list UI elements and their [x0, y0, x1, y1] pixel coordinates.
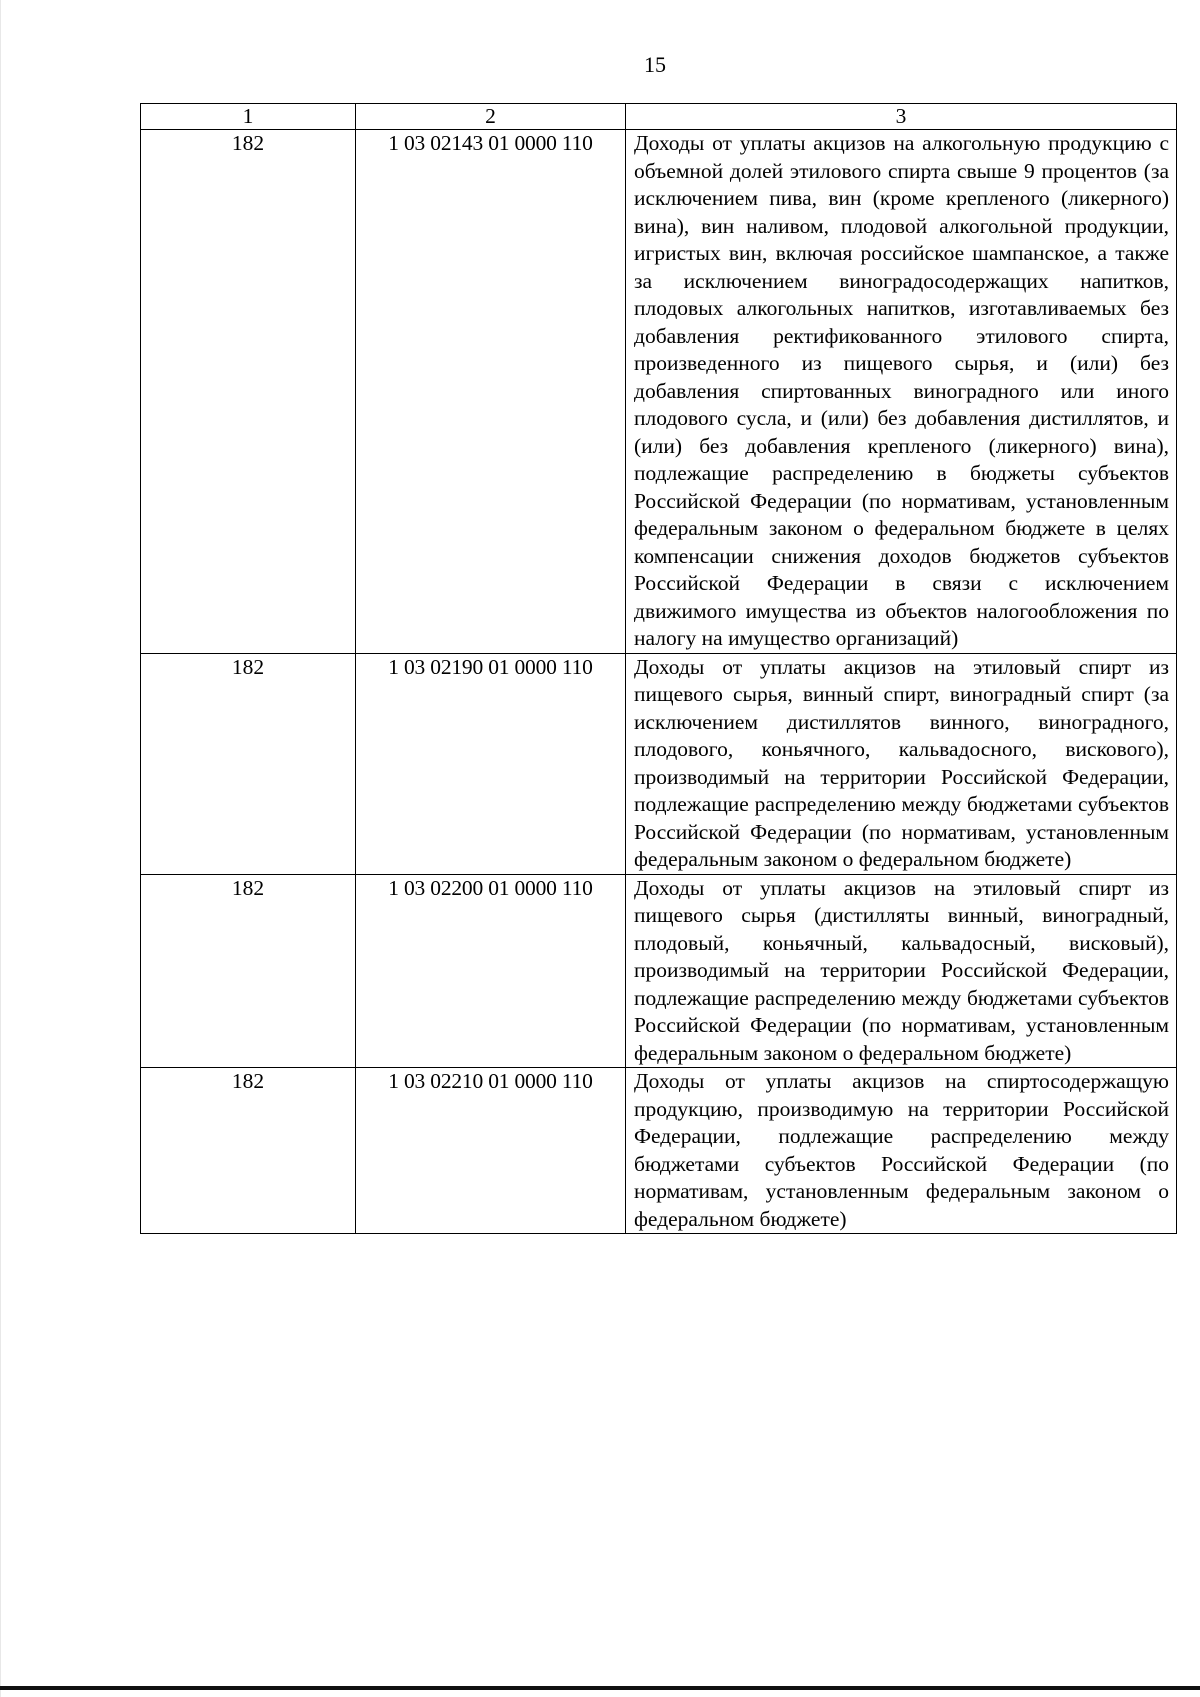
- page-number: 15: [644, 52, 666, 77]
- admin-code-cell: 182: [141, 130, 356, 654]
- table-row: [141, 1068, 1177, 1234]
- column-header-2: 2: [356, 104, 626, 130]
- description-cell: Доходы от уплаты акцизов на алкогольную продукцию с объемной долей этилового спирта свыше 9 процентов (за исключением пива, вин (кроме крепленого (ликерного) вина), вин наливом, плодовой алкогольной продукции, игристых вин, включая российское шампанское, а также за исключением виноградосодержащих напитков, плодовых алкогольных напитков, изготавливаемых без добавления ректификованного этилового спирта, произведенного из пищевого сырья, и (или) без добавления спиртованных виноградного или иного плодового сусла, и (или) без добавления дистиллятов, и (или) без добавления крепленого (ликерного) вина), подлежащие распределению в бюджеты субъектов Российской Федерации (по нормативам, установленным федеральным законом о федеральном бюджете в целях компенсации снижения доходов бюджетов субъектов Российской Федерации в связи с исключением движимого имущества из объектов налогообложения по налогу на имущество организаций): [626, 130, 1177, 654]
- table-row: [141, 874, 1177, 1068]
- admin-code-cell: 182: [141, 653, 356, 874]
- budget-code-cell: 1 03 02143 01 0000 110: [356, 130, 626, 654]
- description-cell: Доходы от уплаты акцизов на спиртосодержащую продукцию, производимую на территории Российской Федерации, подлежащие распределению между бюджетами субъектов Российской Федерации (по нормативам, установленным федеральным законом о федеральном бюджете): [626, 1068, 1177, 1234]
- table-row: [141, 653, 1177, 874]
- budget-code-cell: 1 03 02210 01 0000 110: [356, 1068, 626, 1234]
- description-cell: Доходы от уплаты акцизов на этиловый спирт из пищевого сырья (дистилляты винный, виноградный, плодовый, коньячный, кальвадосный, висковый), производимый на территории Российской Федерации, подлежащие распределению между бюджетами субъектов Российской Федерации (по нормативам, установленным федеральным законом о федеральном бюджете): [626, 874, 1177, 1068]
- budget-code-cell: 1 03 02200 01 0000 110: [356, 874, 626, 1068]
- budget-code-cell: 1 03 02190 01 0000 110: [356, 653, 626, 874]
- column-header-3: 3: [626, 104, 1177, 130]
- scan-bottom-border: [0, 1686, 1200, 1690]
- scan-edge: [0, 0, 1, 1697]
- description-cell: Доходы от уплаты акцизов на этиловый спирт из пищевого сырья, винный спирт, виноградный спирт (за исключением дистиллятов винного, виноградного, плодового, коньячного, кальвадосного, вискового), производимый на территории Российской Федерации, подлежащие распределению между бюджетами субъектов Российской Федерации (по нормативам, установленным федеральным законом о федеральном бюджете): [626, 653, 1177, 874]
- revenue-codes-table: [140, 103, 1177, 1234]
- admin-code-cell: 182: [141, 1068, 356, 1234]
- table-header-row: [141, 104, 1177, 130]
- table-row: [141, 130, 1177, 654]
- admin-code-cell: 182: [141, 874, 356, 1068]
- column-header-1: 1: [141, 104, 356, 130]
